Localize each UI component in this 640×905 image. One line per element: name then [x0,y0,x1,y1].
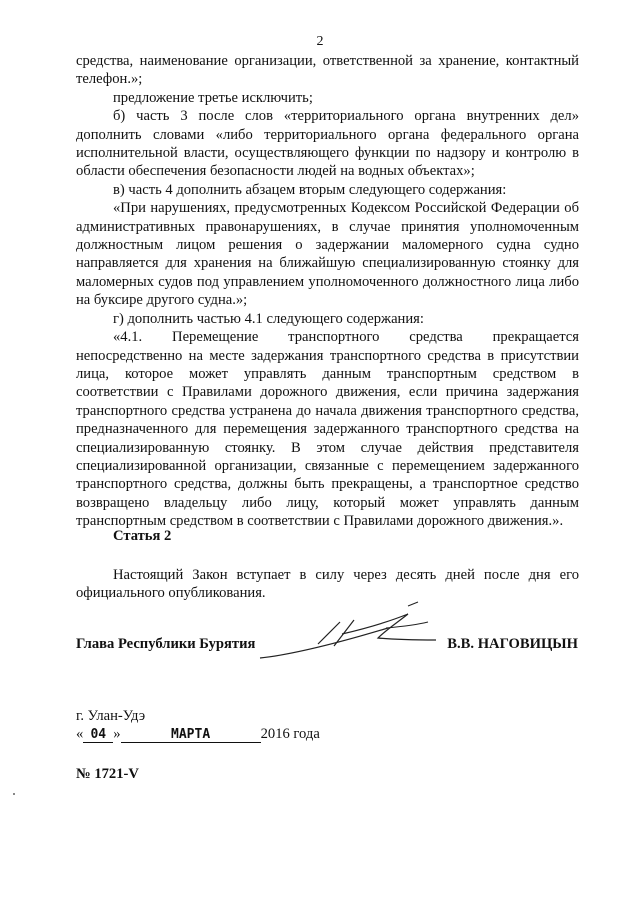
paragraph: в) часть 4 дополнить абзацем вторым следующего содержания: [113,181,507,198]
document-date [76,726,320,743]
paragraph: «4.1. Перемещение транспортного средства прекращается непосредственно на месте задержания транспортного средства в присутствии лица, которое может управлять данным транспортным средством в соответствии с Правилами дорожного движения, если причина задержания транспортного средства устранена до начала движения транспортного средства, предназначенного для перемещения задержанного транспортного средства на специализированную стоянку. В этом случае действия представителя специализированной организации, связанные с перемещением задержанного транспортного средства, должны быть прекращены, а транспортное средство возвращено владельцу либо лицу, который может управлять данным транспортным средством в соответствии с Правилами дорожного движения.». [76,329,579,530]
final-paragraph: Настоящий Закон вступает в силу через десять дней после дня его официального опубликования. [76,567,579,602]
date-open-quote: « [76,726,84,742]
date-year: 2016 года [260,726,320,742]
paragraph: б) часть 3 после слов «территориального органа внутренних дел» дополнить словами «либо территориального органа федерального органа исполнительной власти, осуществляющего функции по надзору и контролю в области обеспечения безопасности людей на водных объектах»; [76,108,579,180]
date-month: МАРТА [121,727,261,743]
scan-speck [13,793,15,795]
page-number: 2 [316,34,324,49]
paragraph: предложение третье исключить; [113,89,313,106]
paragraph: средства, наименование организации, ответственной за хранение, контактный телефон.»; [76,53,579,88]
signature-image [258,600,458,670]
signatory-name: В.В. НАГОВИЦЫН [447,636,578,652]
signatory-title: Глава Республики Бурятия [76,636,256,652]
paragraph: г) дополнить частью 4.1 следующего содержания: [113,310,424,327]
date-day: 04 [83,727,113,743]
paragraph: «При нарушениях, предусмотренных Кодексом Российской Федерации об административных правонарушениях, в случае принятия уполномоченным должностным лицом решения о задержании маломерного судна судно направляется для хранения на ближайшую специализированную стоянку для маломерных судов под управлением уполномоченного должностного лица либо на буксире другого судна.»; [76,200,579,309]
article-heading: Статья 2 [113,528,172,544]
document-body [76,52,579,531]
city-name: г. Улан-Удэ [76,708,146,724]
date-close-quote: » [113,726,121,742]
law-number: № 1721-V [76,766,139,782]
